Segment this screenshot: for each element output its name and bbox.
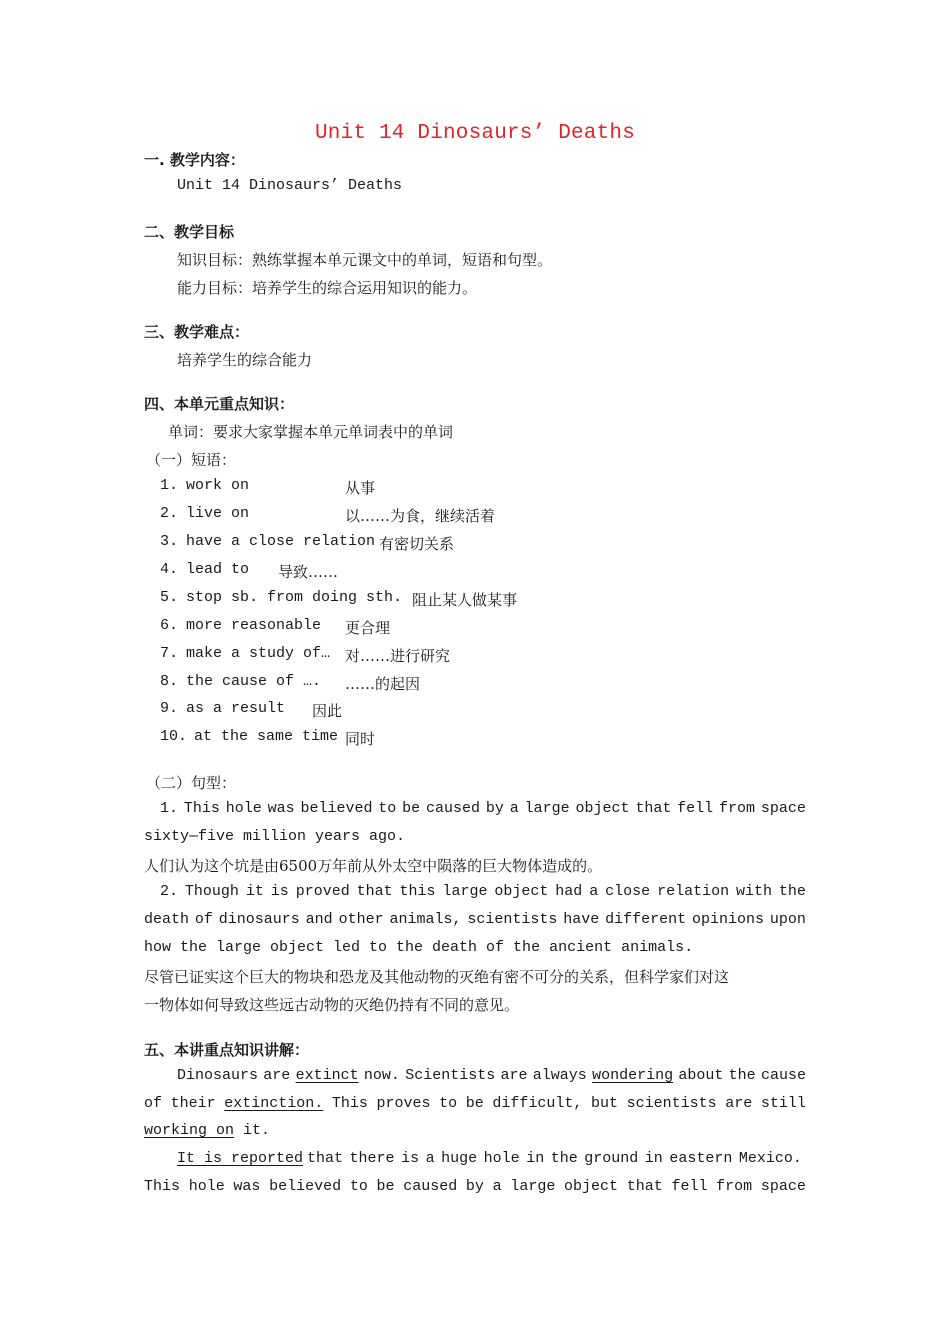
phrase-chinese: 阻止某人做某事: [412, 591, 518, 609]
paragraph-1-line-2: [144, 1095, 806, 1112]
word: wondering: [592, 1067, 674, 1084]
word: object: [575, 800, 630, 817]
word: still: [760, 1095, 806, 1112]
word: of: [144, 1095, 163, 1112]
word: be: [402, 800, 421, 817]
word: are: [500, 1067, 528, 1084]
phrase-english: stop sb. from doing sth.: [186, 589, 403, 606]
section-4-heading: 四、本单元重点知识：: [144, 395, 295, 413]
phrase-number: 10.: [160, 728, 188, 745]
word: fell: [677, 800, 714, 817]
phrase-english: lead to: [186, 561, 250, 578]
word: space: [760, 800, 806, 817]
word: in: [526, 1150, 545, 1167]
word: a: [509, 800, 519, 817]
word: are: [263, 1067, 291, 1084]
word: extinction.: [224, 1095, 324, 1112]
section-3-text: 培养学生的综合能力: [177, 351, 313, 369]
phrase-number: 3.: [160, 533, 179, 550]
word: a: [425, 1150, 435, 1167]
phrase-number: 5.: [160, 589, 179, 606]
paragraph-2-underlined-lead: It is reported: [177, 1150, 304, 1167]
word: 2.: [160, 883, 179, 900]
word: hole: [225, 800, 262, 817]
phrase-english: the cause of ….: [186, 673, 322, 690]
word: huge: [441, 1150, 478, 1167]
word: large: [510, 1178, 556, 1195]
word: other: [338, 911, 384, 928]
phrase-number: 6.: [160, 617, 179, 634]
word: animals,: [389, 911, 462, 928]
ability-goal: 能力目标：培养学生的综合运用知识的能力。: [177, 279, 478, 297]
word: close: [605, 883, 651, 900]
word: is: [401, 1150, 420, 1167]
phrase-chinese: 从事: [345, 479, 376, 497]
word: relation: [657, 883, 730, 900]
phrase-chinese: ……的起因: [345, 675, 421, 693]
paragraph-2-line-2: [144, 1178, 806, 1195]
underlined-phrase: working on: [144, 1122, 235, 1139]
phrase-chinese: 因此: [312, 702, 343, 720]
word: with: [735, 883, 772, 900]
word: object: [494, 883, 549, 900]
word: in: [644, 1150, 663, 1167]
section-3-heading: 三、教学难点：: [144, 323, 250, 341]
line-tail: it.: [234, 1122, 271, 1139]
word: about: [678, 1067, 724, 1084]
word: death: [144, 911, 190, 928]
word: believed: [269, 1178, 342, 1195]
word: dinosaurs: [218, 911, 300, 928]
word: it: [245, 883, 264, 900]
word: proves: [376, 1095, 431, 1112]
word: opinions: [692, 911, 765, 928]
word: their: [170, 1095, 216, 1112]
paragraph-2-line-1: [307, 1150, 802, 1167]
word: a: [589, 883, 599, 900]
sentence-2-chinese-1: 尽管已证实这个巨大的物块和恐龙及其他动物的灭绝有密不可分的关系，但科学家们对这: [144, 968, 730, 986]
word: of: [194, 911, 213, 928]
word: 1.: [160, 800, 179, 817]
word: Dinosaurs: [177, 1067, 259, 1084]
sentences-title: （二）句型：: [146, 774, 237, 792]
phrase-english: make a study of…: [186, 645, 331, 662]
word: caused: [403, 1178, 458, 1195]
word: Mexico.: [738, 1150, 802, 1167]
phrase-english: more reasonable: [186, 617, 322, 634]
phrase-english: at the same time: [194, 728, 339, 745]
section-1-text: Unit 14 Dinosaurs’ Deaths: [177, 177, 403, 194]
word: Though: [184, 883, 239, 900]
sentence-2-line-3: how the large object led to the death of the ancient animals.: [144, 939, 694, 956]
word: hole: [483, 1150, 520, 1167]
phrase-english: have a close relation: [186, 533, 376, 550]
word: difficult,: [492, 1095, 583, 1112]
phrase-number: 2.: [160, 505, 179, 522]
sentence-1-line-2: sixty—five million years ago.: [144, 828, 406, 845]
sentence-2-chinese-2: 一物体如何导致这些远古动物的灭绝仍持有不同的意见。: [144, 996, 520, 1014]
word: fell: [671, 1178, 708, 1195]
phrase-english: live on: [186, 505, 250, 522]
word: hole: [188, 1178, 225, 1195]
phrase-chinese: 有密切关系: [379, 535, 455, 553]
section-2-heading: 二、教学目标: [144, 223, 235, 241]
word: believed: [300, 800, 373, 817]
document-title: Unit 14 Dinosaurs’ Deaths: [314, 122, 636, 145]
word: there: [349, 1150, 395, 1167]
word: now.: [363, 1067, 400, 1084]
section-5-heading: 五、本讲重点知识讲解：: [144, 1041, 310, 1059]
word: the: [728, 1067, 756, 1084]
word: that: [356, 883, 393, 900]
word: proved: [295, 883, 350, 900]
word: but: [591, 1095, 619, 1112]
word: and: [305, 911, 333, 928]
word: have: [563, 911, 600, 928]
phrase-chinese: 导致……: [278, 563, 339, 581]
phrase-chinese: 以……为食，继续活着: [345, 507, 496, 525]
word: is: [270, 883, 289, 900]
word: are: [725, 1095, 753, 1112]
words-note: 单词：要求大家掌握本单元单词表中的单词: [168, 423, 454, 441]
phrase-number: 9.: [160, 700, 179, 717]
sentence-1-line-1: [160, 800, 806, 817]
word: that: [307, 1150, 344, 1167]
word: by: [485, 800, 504, 817]
word: by: [465, 1178, 484, 1195]
word: This: [331, 1095, 368, 1112]
word: had: [555, 883, 583, 900]
word: Scientists: [405, 1067, 496, 1084]
word: upon: [769, 911, 806, 928]
word: scientists: [467, 911, 558, 928]
phrase-english: as a result: [186, 700, 286, 717]
word: caused: [426, 800, 481, 817]
phrase-chinese: 同时: [345, 730, 376, 748]
word: the: [550, 1150, 578, 1167]
word: object: [564, 1178, 619, 1195]
phrases-title: （一）短语：: [146, 451, 237, 469]
word: to: [439, 1095, 458, 1112]
phrase-english: work on: [186, 477, 250, 494]
word: This: [144, 1178, 181, 1195]
word: different: [605, 911, 687, 928]
word: large: [524, 800, 570, 817]
word: that: [626, 1178, 663, 1195]
word: be: [465, 1095, 484, 1112]
section-1-heading: 一. 教学内容：: [144, 151, 245, 169]
sentence-1-chinese: 人们认为这个坑是由6500万年前从外太空中陨落的巨大物体造成的。: [144, 857, 603, 875]
word: a: [492, 1178, 502, 1195]
sentence-2-line-1: [160, 883, 806, 900]
word: always: [532, 1067, 587, 1084]
word: from: [719, 800, 756, 817]
knowledge-goal: 知识目标：熟练掌握本单元课文中的单词，短语和句型。: [177, 251, 553, 269]
word: to: [378, 800, 397, 817]
word: this: [399, 883, 436, 900]
phrase-number: 8.: [160, 673, 179, 690]
word: eastern: [669, 1150, 733, 1167]
word: large: [442, 883, 488, 900]
paragraph-1-line-1: [177, 1067, 806, 1084]
word: the: [778, 883, 806, 900]
word: be: [376, 1178, 395, 1195]
word: scientists: [626, 1095, 717, 1112]
word: ground: [584, 1150, 639, 1167]
phrase-chinese: 更合理: [345, 619, 391, 637]
word: was: [233, 1178, 261, 1195]
phrase-number: 4.: [160, 561, 179, 578]
word: This: [183, 800, 220, 817]
sentence-2-line-2: [144, 911, 806, 928]
word: was: [267, 800, 295, 817]
word: extinct: [295, 1067, 359, 1084]
phrase-chinese: 对……进行研究: [345, 647, 451, 665]
word: that: [635, 800, 672, 817]
phrase-number: 7.: [160, 645, 179, 662]
word: space: [760, 1178, 806, 1195]
paragraph-1-line-3: [144, 1122, 270, 1139]
phrase-number: 1.: [160, 477, 179, 494]
word: to: [349, 1178, 368, 1195]
word: from: [716, 1178, 753, 1195]
word: cause: [760, 1067, 806, 1084]
